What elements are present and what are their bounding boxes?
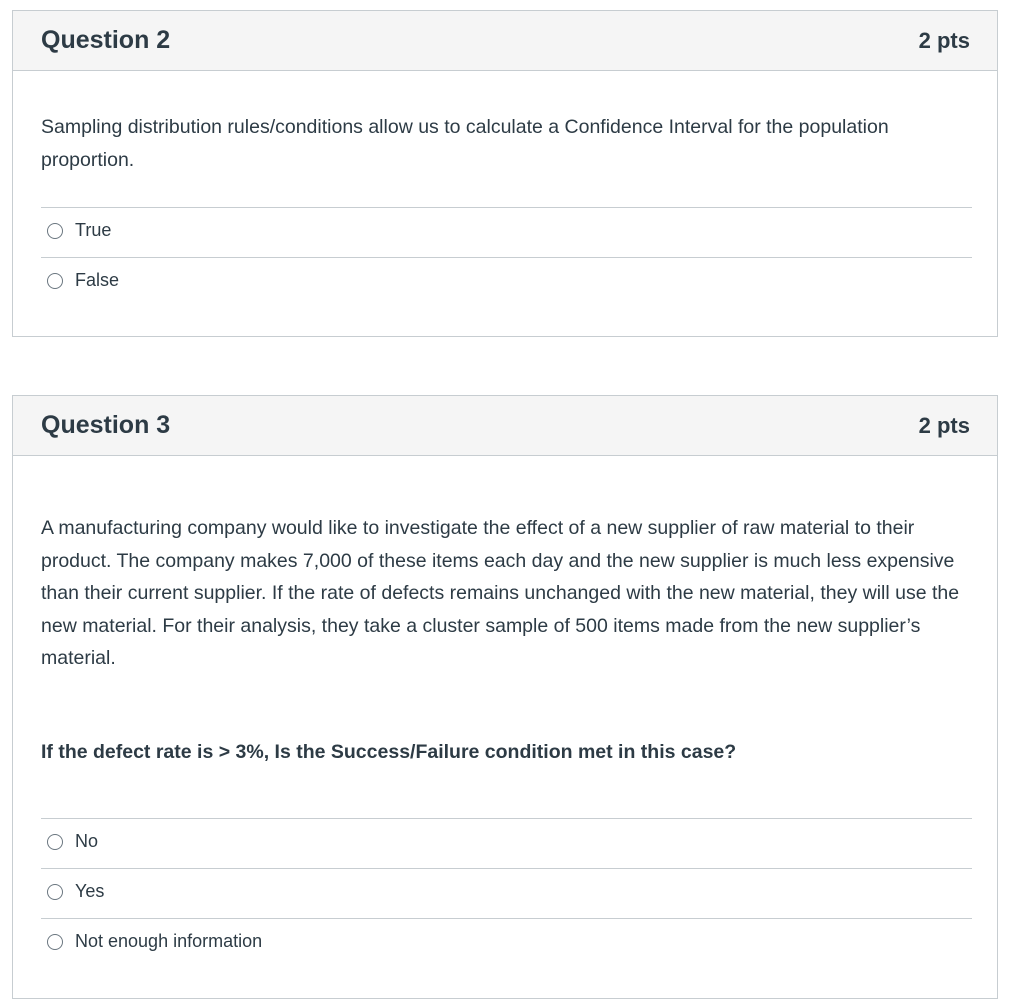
answer-label[interactable]: No — [75, 831, 99, 851]
answer-option-false[interactable] — [41, 257, 972, 307]
question-prompt: If the defect rate is > 3%, Is the Success/Failure condition met in this case? — [41, 741, 737, 763]
question-text: A manufacturing company would like to investigate the effect of a new supplier of raw material to their product. The company makes 7,000 of these items each day and the new supplier is much less expensive than their current supplier. If the rate of defects remains unchanged with the new material, they will use the new material. For their analysis, they take a cluster sample of 500 items made from the new supplier’s material. — [41, 517, 960, 669]
question-points: 2 pts — [918, 413, 970, 438]
radio-button[interactable] — [47, 834, 63, 850]
answer-option-not-enough-information[interactable] — [41, 918, 972, 968]
answer-option-true[interactable] — [41, 207, 972, 257]
answer-label[interactable]: Not enough information — [75, 931, 263, 951]
answer-option-no[interactable] — [41, 818, 972, 868]
answer-label[interactable]: True — [75, 220, 112, 240]
radio-button[interactable] — [47, 934, 63, 950]
question-2-card — [12, 10, 998, 337]
question-header — [13, 396, 997, 456]
question-title: Question 2 — [41, 26, 171, 54]
answer-label[interactable]: Yes — [75, 881, 105, 901]
radio-button[interactable] — [47, 884, 63, 900]
answer-list — [41, 207, 972, 307]
question-header — [13, 11, 997, 71]
question-text: Sampling distribution rules/conditions allow us to calculate a Confidence Interval for the population proportion. — [41, 116, 889, 171]
answer-list — [41, 818, 972, 968]
question-3-card — [12, 395, 998, 999]
radio-button[interactable] — [47, 223, 63, 239]
radio-button[interactable] — [47, 273, 63, 289]
question-points: 2 pts — [918, 28, 970, 53]
question-title: Question 3 — [41, 411, 171, 439]
answer-label[interactable]: False — [75, 270, 120, 290]
answer-option-yes[interactable] — [41, 868, 972, 918]
